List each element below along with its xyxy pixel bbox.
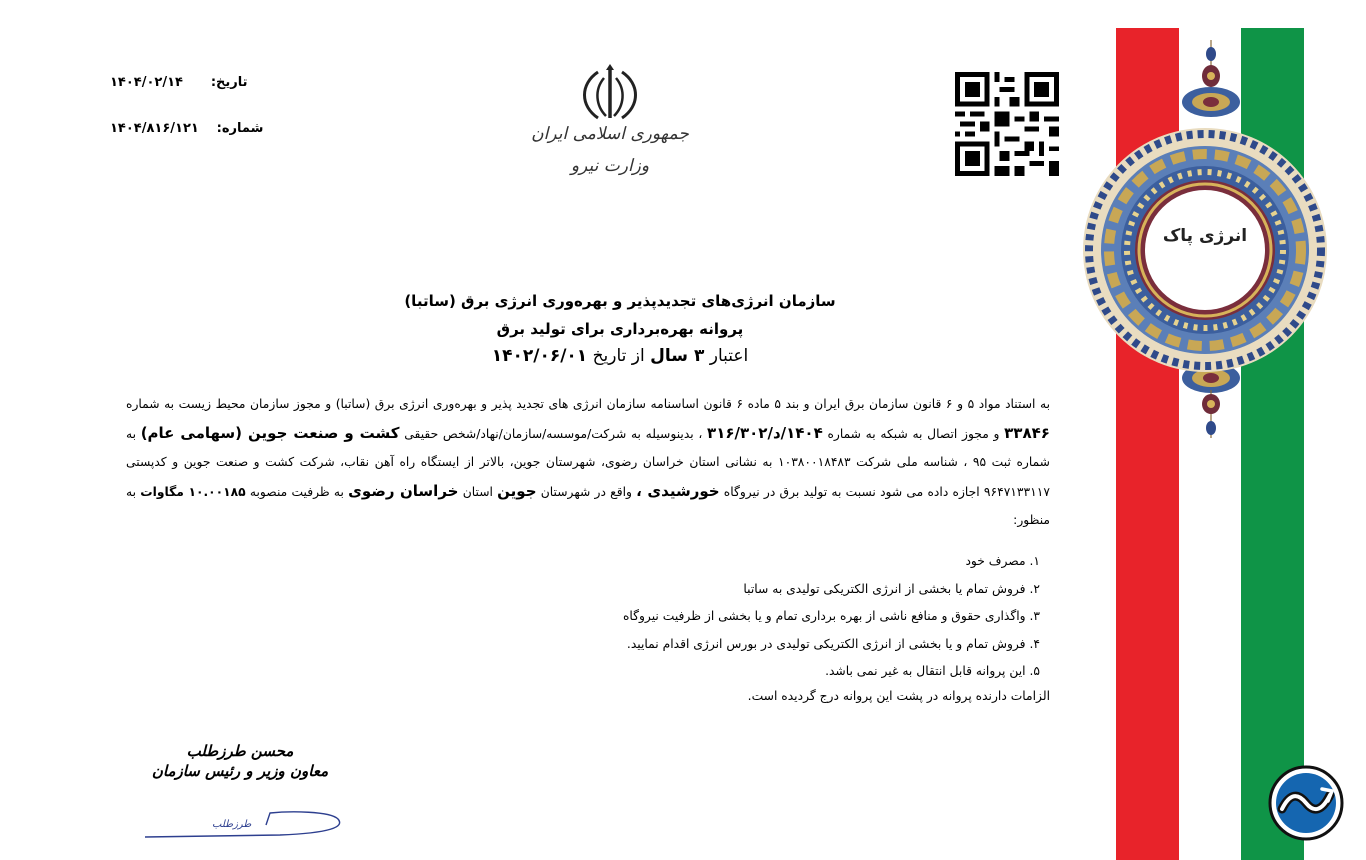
title-block — [250, 292, 990, 366]
signer-role: معاون وزیر و رئیس سازمان — [151, 762, 329, 780]
org-title: سازمان انرژی‌های تجدیدپذیر و بهره‌وری انرژی برق (ساتبا) — [404, 292, 836, 310]
plant-capacity: ۱۰.۰۰۱۸۵ مگاوات — [140, 484, 246, 499]
purpose-list — [530, 548, 1040, 686]
ministry-heading — [520, 124, 700, 176]
corner-logo-icon — [1268, 765, 1344, 841]
validity-date: ۱۴۰۲/۰۶/۰۱ — [491, 346, 588, 366]
decorative-medallion-icon — [1080, 125, 1330, 375]
gov-line1: جمهوری اسلامی ایران — [531, 124, 689, 144]
footer-note: الزامات دارنده پروانه در پشت این پروانه درج گردیده است. — [747, 689, 1050, 703]
list-item: ۵. این پروانه قابل انتقال به غیر نمی باشد. — [825, 664, 1040, 678]
date-label: تاریخ: — [210, 75, 248, 90]
number-value: ۱۴۰۴/۸۱۶/۱۲۱ — [110, 121, 199, 136]
list-item: ۱. مصرف خود — [965, 554, 1040, 568]
signer-name: محسن طرزطلب — [186, 742, 294, 760]
date-row — [110, 75, 248, 90]
list-item: ۳. واگذاری حقوق و منافع ناشی از بهره برداری تمام و یا بخشی از ظرفیت نیروگاه — [622, 609, 1040, 623]
env-permit-number: ۳۳۸۴۶ — [1004, 423, 1050, 442]
signature-block — [140, 742, 340, 780]
body-p2: و مجوز اتصال به شبکه به شماره — [827, 426, 1000, 441]
validity-years: ۳ سال — [650, 346, 705, 366]
province-name: خراسان رضوی — [348, 481, 459, 500]
body-p8: به منظور: — [126, 484, 1050, 527]
list-item: ۲. فروش تمام یا بخشی از انرژی الکتریکی تولیدی به ساتبا — [743, 581, 1040, 596]
license-body — [126, 390, 1050, 535]
body-p7: به ظرفیت منصوبه — [249, 484, 344, 499]
body-p6: استان — [462, 484, 493, 499]
qr-code-icon — [955, 72, 1059, 176]
number-row — [110, 121, 263, 136]
company-name: کشت و صنعت جوین (سهامی عام) — [140, 423, 400, 442]
grid-permit-number: ۱۴۰۴/د/۳۱۶/۳۰۲ — [707, 423, 823, 442]
validity-prefix: اعتبار — [709, 346, 749, 366]
list-item: ۴. فروش تمام و یا بخشی از انرژی الکتریکی تولیدی در بورس انرژی اقدام نمایید. — [626, 636, 1040, 651]
signature-handwriting: طرزطلب — [212, 819, 252, 830]
body-p5: واقع در شهرستان — [540, 484, 632, 499]
badge-label: انرژی پاک — [1162, 226, 1248, 246]
validity-mid: از تاریخ — [592, 346, 645, 366]
plant-type: خورشیدی ، — [636, 481, 720, 500]
ornament-upper-icon — [1180, 84, 1242, 120]
license-title: پروانه بهره‌برداری برای تولید برق — [496, 320, 744, 338]
handwritten-signature-icon — [140, 805, 350, 845]
validity-line — [250, 346, 990, 366]
body-p3: ، بدینوسیله به شرکت/موسسه/سازمان/نهاد/شخص حقیقی — [404, 426, 703, 441]
iran-emblem-icon — [560, 64, 660, 124]
gov-line2: وزارت نیرو — [570, 156, 650, 176]
number-label: شماره: — [216, 121, 264, 136]
ornament-bottom-icon — [1196, 390, 1226, 440]
body-p4: به شماره ثبت ۹۵ ، شناسه ملی شرکت ۱۰۳۸۰۰۱۸۴۸۳ به نشانی استان خراسان رضوی، شهرستان جوین، بالاتر از ایستگاه راه آهن نقاب، شرکت کشت و صنعت جوین و کدپستی ۹۶۴۷۱۳۳۱۱۷ اجازه داده می شود نسبت به تولید برق در نیروگاه — [126, 426, 1050, 499]
date-value: ۱۴۰۴/۰۲/۱۴ — [110, 75, 183, 90]
body-p1: به استناد مواد ۵ و ۶ قانون سازمان برق ایران و بند ۵ ماده ۶ قانون اساسنامه سازمان انرژی های تجدید پذیر و بهره‌وری انرژی برق (ساتبا) و مجوز سازمان محیط زیست به شماره — [126, 397, 1050, 411]
city-name: جوین — [497, 481, 537, 500]
